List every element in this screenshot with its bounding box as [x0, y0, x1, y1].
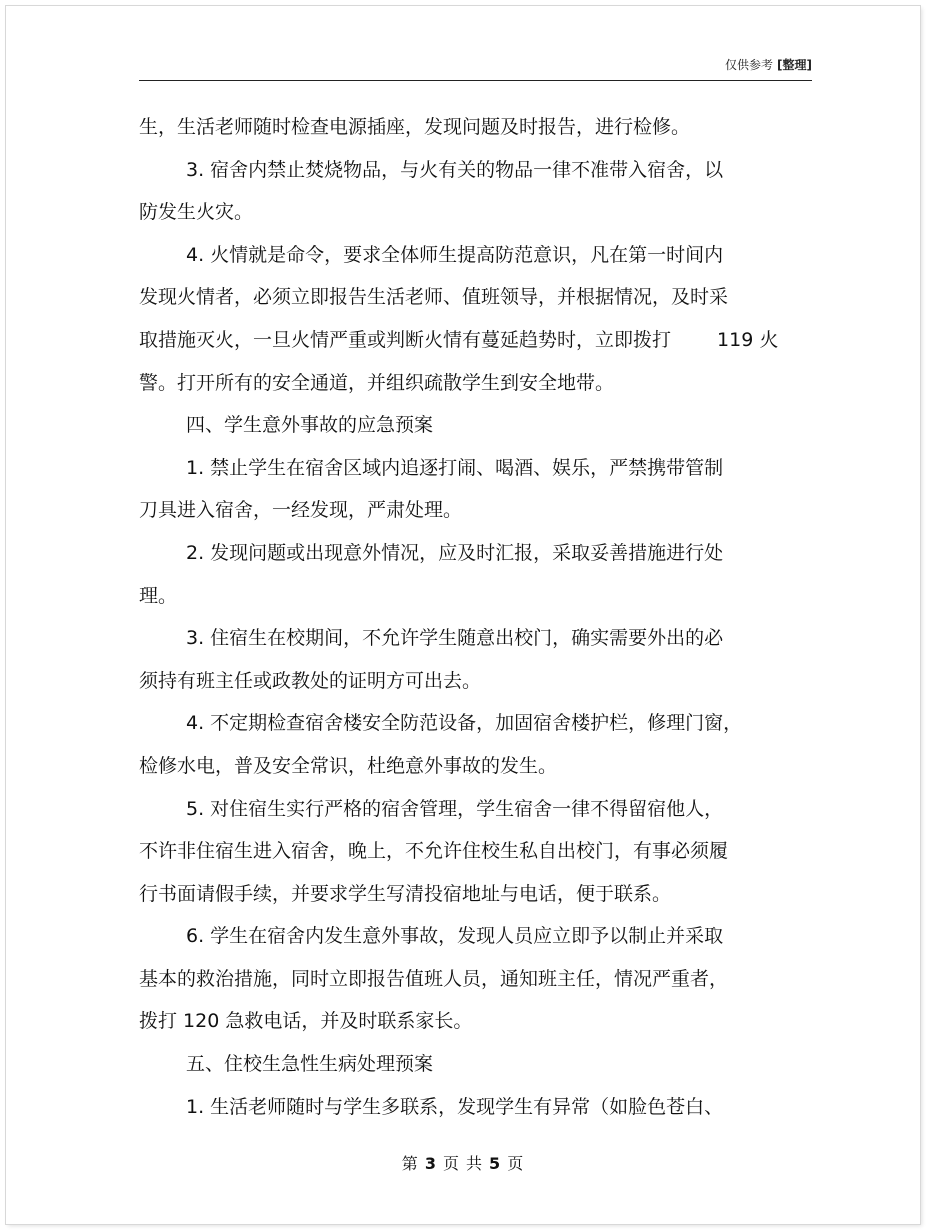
- paragraph-line: 4. 火情就是命令，要求全体师生提高防范意识，凡在第一时间内: [186, 243, 724, 266]
- paragraph-line: 6. 学生在宿舍内发生意外事故，发现人员应立即予以制止并采取: [186, 925, 724, 948]
- line-text: 119 火: [717, 328, 779, 351]
- paragraph-line: 理。: [139, 584, 178, 607]
- current-page-number: 3: [424, 1154, 437, 1173]
- paragraph-line: 生，生活老师随时检查电源插座，发现问题及时报告，进行检修。: [139, 116, 691, 138]
- total-pages-number: 5: [489, 1154, 502, 1173]
- section-heading: 五、住校生急性生病处理预案: [186, 1053, 434, 1076]
- paragraph-line: 防发生火灾。: [139, 201, 254, 224]
- document-page: [6, 6, 920, 1224]
- paragraph-line: 3. 宿舍内禁止焚烧物品，与火有关的物品一律不准带入宿舍，以: [186, 158, 724, 181]
- paragraph-line: 1. 生活老师随时与学生多联系，发现学生有异常（如脸色苍白、: [186, 1095, 724, 1118]
- paragraph-line: 不许非住宿生进入宿舍，晚上，不允许住校生私自出校门，有事必须履: [139, 840, 729, 863]
- line-text: 取措施灭火，一旦火情严重或判断火情有蔓延趋势时，立即拨打: [139, 328, 672, 351]
- paragraph-line: 2. 发现问题或出现意外情况，应及时汇报，采取妥善措施进行处: [186, 541, 724, 564]
- paragraph-line: 拨打 120 急救电话，并及时联系家长。: [139, 1010, 473, 1033]
- paragraph-line: 3. 住宿生在校期间，不允许学生随意出校门，确实需要外出的必: [186, 627, 724, 650]
- paragraph-line: [139, 319, 829, 362]
- paragraph-line: 行书面请假手续，并要求学生写清投宿地址与电话，便于联系。: [139, 882, 672, 905]
- body-text: [139, 106, 829, 1128]
- footer-suffix: 页: [507, 1154, 525, 1173]
- paragraph-line: 须持有班主任或政教处的证明方可出去。: [139, 669, 482, 692]
- paragraph-line: 发现火情者，必须立即报告生活老师、值班领导，并根据情况，及时采: [139, 286, 729, 309]
- paragraph-line: 1. 禁止学生在宿舍区域内追逐打闹、喝酒、娱乐，严禁携带管制: [186, 456, 724, 479]
- footer-middle: 页 共: [442, 1154, 484, 1173]
- header-label: 仅供参考: [725, 58, 774, 72]
- paragraph-line: 警。打开所有的安全通道，并组织疏散学生到安全地带。: [139, 371, 615, 394]
- paragraph-line: 5. 对住宿生实行严格的宿舍管理，学生宿舍一律不得留宿他人，: [186, 797, 724, 820]
- page-footer: [6, 1151, 920, 1174]
- page-header: [139, 54, 812, 81]
- paragraph-line: 检修水电，普及安全常识，杜绝意外事故的发生。: [139, 754, 558, 777]
- footer-prefix: 第: [401, 1154, 419, 1173]
- paragraph-line: 刀具进入宿舍，一经发现，严肃处理。: [139, 499, 463, 522]
- header-tag: [整理]: [777, 58, 812, 72]
- paragraph-line: 4. 不定期检查宿舍楼安全防范设备，加固宿舍楼护栏，修理门窗，: [186, 712, 743, 735]
- section-heading: 四、学生意外事故的应急预案: [186, 414, 434, 437]
- paragraph-line: 基本的救治措施，同时立即报告值班人员，通知班主任，情况严重者，: [139, 967, 729, 990]
